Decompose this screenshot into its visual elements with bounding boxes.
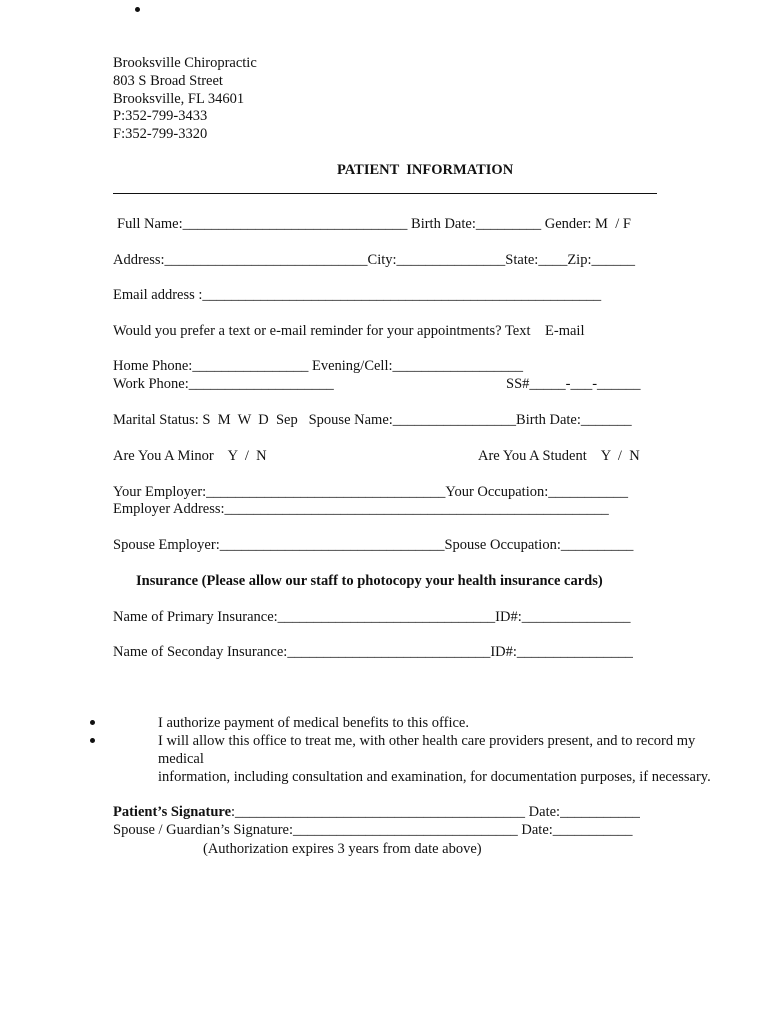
bullet-icon [90, 720, 95, 725]
marital-status-line[interactable]: Marital Status: S M W D Sep Spouse Name:_________________Birth Date:_______ [113, 412, 632, 428]
secondary-insurance-line[interactable]: Name of Seconday Insurance:____________________________ID#:________________ [113, 644, 633, 660]
email-line[interactable]: Email address :_______________________________________________________ [113, 287, 602, 303]
student-line[interactable]: Are You A Student Y / N [478, 448, 640, 464]
home-phone-line[interactable]: Home Phone:________________ Evening/Cell:__________________ [113, 358, 524, 374]
minor-line[interactable]: Are You A Minor Y / N [113, 448, 267, 464]
authorization-item-2-line-3: information, including consultation and examination, for documentation purposes, if necessary. [158, 769, 711, 785]
spouse-employer-line[interactable]: Spouse Employer:_______________________________Spouse Occupation:__________ [113, 537, 634, 553]
patient-signature-label: Patient’s Signature [113, 804, 232, 820]
practice-fax: F:352-799-3320 [113, 126, 208, 142]
guardian-signature-line[interactable]: Spouse / Guardian’s Signature:_______________________________ Date:___________ [113, 822, 633, 838]
bullet-icon [90, 738, 95, 743]
authorization-item-2-line-2: medical [158, 751, 204, 767]
address-line[interactable]: Address:____________________________City:_______________State:____Zip:______ [113, 252, 635, 268]
work-phone-line[interactable]: Work Phone:____________________ [113, 376, 334, 392]
page-title: PATIENT INFORMATION [337, 162, 514, 178]
ss-line[interactable]: SS#_____-___-______ [506, 376, 641, 392]
title-divider [113, 193, 657, 194]
reminder-preference-line[interactable]: Would you prefer a text or e-mail reminder for your appointments? Text E-mail [113, 323, 585, 339]
practice-city: Brooksville, FL 34601 [113, 91, 245, 107]
practice-name: Brooksville Chiropractic [113, 55, 257, 71]
primary-insurance-line[interactable]: Name of Primary Insurance:______________________________ID#:_______________ [113, 609, 631, 625]
patient-signature-line[interactable] [113, 803, 640, 821]
practice-street: 803 S Broad Street [113, 73, 223, 89]
employer-address-line[interactable]: Employer Address:_____________________________________________________ [113, 501, 609, 517]
patient-signature-blank[interactable]: :________________________________________ Date:___________ [231, 804, 640, 820]
practice-phone: P:352-799-3433 [113, 108, 208, 124]
employer-line[interactable]: Your Employer:_________________________________Your Occupation:___________ [113, 484, 629, 500]
authorization-item-1: I authorize payment of medical benefits to this office. [158, 715, 469, 731]
authorization-item-2-line-1: I will allow this office to treat me, with other health care providers present, and to record my [158, 733, 696, 749]
authorization-expiry-note: (Authorization expires 3 years from date above) [203, 841, 482, 857]
full-name-line[interactable]: Full Name:_______________________________ Birth Date:_________ Gender: M / F [117, 216, 631, 232]
top-bullet [135, 7, 140, 12]
insurance-heading: Insurance (Please allow our staff to photocopy your health insurance cards) [136, 573, 603, 589]
